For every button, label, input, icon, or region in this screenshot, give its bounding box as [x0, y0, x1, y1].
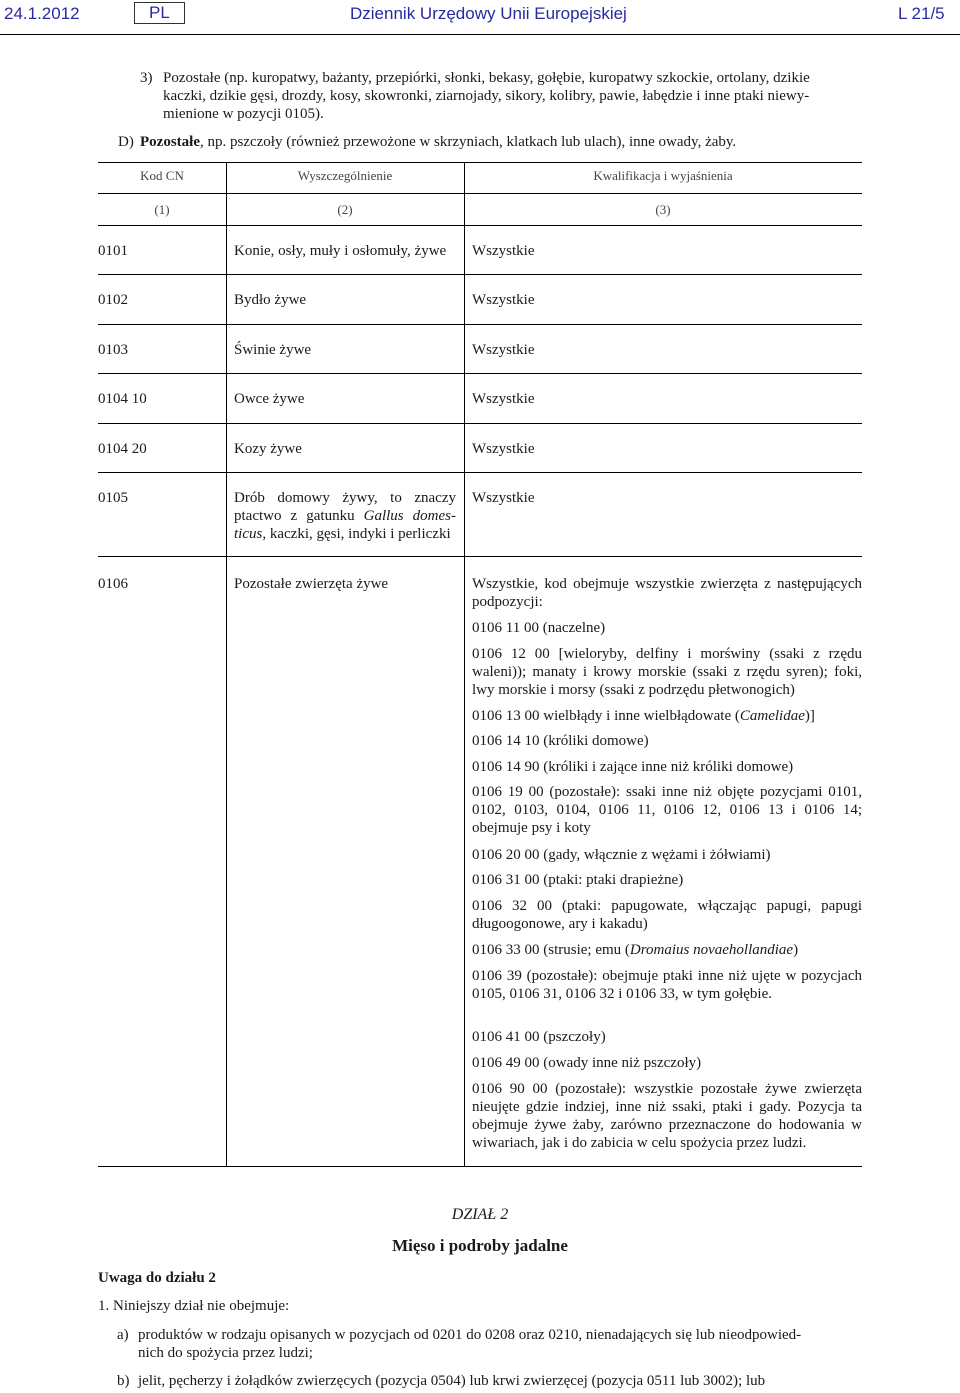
- body-divider-2: [464, 225, 465, 1166]
- col-number-2: (2): [337, 202, 353, 217]
- row-0106-qual-item: 0106 14 90 (króliki i zające inne niż króliki domowe): [472, 759, 794, 775]
- item-d-rest: , np. pszczoły (również przewożone w skrzyniach, klatkach lub ulach), inne owady, żaby.: [199, 134, 737, 150]
- header-bottom-rule: [98, 193, 862, 194]
- row-0103-desc: Świnie żywe: [234, 342, 312, 358]
- note-heading: Uwaga do działu 2: [98, 1270, 216, 1286]
- row-010420-code: 0104 20: [98, 441, 147, 457]
- qual-italic: Camelidae: [739, 708, 805, 724]
- row-0105-desc: [234, 489, 456, 543]
- row-0102-qual: Wszystkie: [472, 292, 535, 308]
- row-0106-qual-item: 0106 31 00 (ptaki: ptaki drapieżne): [472, 872, 684, 888]
- section-label: DZIAŁ 2: [451, 1206, 509, 1223]
- row-0106-qual-item: 0106 41 00 (pszczoły): [472, 1029, 606, 1045]
- row-0105-desc-line-1: Drób domowy żywy, to znaczy: [234, 490, 456, 506]
- row-0106-qual-item: 0106 11 00 (naczelne): [472, 620, 606, 636]
- qual-text: ): [793, 942, 799, 958]
- row-0103-qual: Wszystkie: [472, 342, 535, 358]
- row-0106-qual-item: 0106 90 00 (pozostałe): wszystkie pozostałe żywe zwierzęta nieujęte gdzie indziej, inne niż ssaki, ptaki i gady. Pozycja ta obejmuje żywe żaby, zarówno przeznaczone do hodowania w wiwariach, jak i do zabicia w celu spożycia przez ludzi.: [472, 1081, 862, 1151]
- note-a-number: a): [117, 1327, 129, 1343]
- row-0106-qual-item: 0106 14 10 (króliki domowe): [472, 733, 649, 749]
- row-0105-qual: Wszystkie: [472, 490, 535, 506]
- row-0106-qual-item: 0106 12 00 [wieloryby, delfiny i morświny (ssaki z rzędu waleni)); manaty i krowy morskie (ssaki z rzędu syren); foki, lwy morskie i morsy (ssaki z podrzędu płetwonogich): [472, 646, 862, 698]
- row-0106-qual-item: 0106 49 00 (owady inne niż pszczoły): [472, 1055, 702, 1071]
- row-010420-qual: Wszystkie: [472, 441, 535, 457]
- note-a-line-1: produktów w rodzaju opisanych w pozycjach od 0201 do 0208 oraz 0210, nienadających się lub nieodpowied-: [138, 1327, 802, 1343]
- row-010410-code: 0104 10: [98, 391, 147, 407]
- row-010410-desc: Owce żywe: [234, 391, 305, 407]
- row-0106-qual-item: 0106 32 00 (ptaki: papugowate, włączając papugi, papugi długoogonowe, ary i kakadu): [472, 898, 862, 932]
- row-0101-code: 0101: [98, 243, 128, 259]
- item-d-text: [140, 133, 736, 151]
- row-0106-qual-item: [472, 707, 862, 725]
- item-d-bold: Pozostałe: [140, 134, 200, 150]
- qual-text: )]: [804, 708, 815, 724]
- row-0106-qual-item: [472, 941, 862, 959]
- note-b-number: b): [117, 1373, 130, 1389]
- note-b-line-1: jelit, pęcherzy i żołądków zwierzęcych (pozycja 0504) lub krwi zwierzęcej (pozycja 0511 lub 3002); lub: [138, 1373, 766, 1389]
- row-0106-qual-item: 0106 39 (pozostałe): obejmuje ptaki inne niż ujęte w pozycjach 0105, 0106 31, 0106 32 i 0106 33, w tym gołębie.: [472, 968, 862, 1002]
- row-0105-desc-text-2: , kaczki, gęsi, indyki i perliczki: [262, 526, 451, 542]
- qual-text: 0106 33 00 (strusie; emu (: [472, 942, 630, 958]
- row-0106-code: 0106: [98, 576, 128, 592]
- item-3-line-3: mienione w pozycji 0105).: [163, 106, 324, 122]
- body-divider-1: [226, 225, 227, 1166]
- row-0106-qual-item: 0106 20 00 (gady, włącznie z wężami i żółwiami): [472, 847, 771, 863]
- qual-italic: Dromaius novaehollandiae: [629, 942, 794, 958]
- row-0101-qual: Wszystkie: [472, 243, 535, 259]
- row-010420-desc: Kozy żywe: [234, 441, 302, 457]
- row-0101-desc: Konie, osły, muły i osłomuły, żywe: [234, 243, 447, 259]
- row-0105-desc-italic-2: ticus: [234, 526, 263, 542]
- row-rule: [98, 373, 862, 374]
- row-0106-qual-item: 0106 19 00 (pozostałe): ssaki inne niż objęte pozycjami 0101, 0102, 0103, 0104, 0106 11, 0106 12, 0106 13 i 0106 14; obejmuje psy i koty: [472, 784, 862, 836]
- numrow-bottom-rule: [98, 225, 862, 226]
- col-header-code: Kod CN: [140, 168, 184, 183]
- header-rule: [0, 34, 960, 35]
- item-3-line-2: kaczki, dzikie gęsi, drozdy, kosy, skowronki, ziarnojady, sikory, kolibry, pawie, łabędzie i inne ptaki niewy-: [163, 88, 810, 104]
- table-top-rule: [98, 162, 862, 163]
- row-0105-desc-line-3: [234, 525, 456, 543]
- row-0106-desc: Pozostałe zwierzęta żywe: [234, 576, 389, 592]
- page-number: L 21/5: [898, 4, 945, 23]
- col-number-1: (1): [154, 202, 170, 217]
- row-0106-qual-intro: Wszystkie, kod obejmuje wszystkie zwierzęta z następujących podpozycji:: [472, 576, 862, 610]
- row-rule: [98, 423, 862, 424]
- section-title: Mięso i podroby jadalne: [392, 1236, 568, 1255]
- row-rule: [98, 274, 862, 275]
- publication-date: 24.1.2012: [4, 4, 80, 23]
- item-d-number: D): [118, 134, 134, 150]
- note-1: 1. Niniejszy dział nie obejmuje:: [98, 1298, 290, 1314]
- row-rule: [98, 556, 862, 557]
- col-header-desc: Wyszczególnienie: [297, 168, 393, 183]
- qual-text: 0106 13 00 wielbłądy i inne wielbłądowate (: [472, 708, 740, 724]
- journal-title: Dziennik Urzędowy Unii Europejskiej: [350, 4, 627, 23]
- row-0102-desc: Bydło żywe: [234, 292, 307, 308]
- row-0102-code: 0102: [98, 292, 128, 308]
- col-header-qual: Kwalifikacja i wyjaśnienia: [593, 168, 733, 183]
- table-bottom-rule: [98, 1166, 862, 1167]
- item-3-line-1: Pozostałe (np. kuropatwy, bażanty, przepiórki, słonki, bekasy, gołębie, kuropatwy szkockie, ortolany, dzikie: [163, 70, 810, 86]
- language-badge: PL: [134, 2, 185, 24]
- row-rule: [98, 324, 862, 325]
- row-rule: [98, 472, 862, 473]
- row-0103-code: 0103: [98, 342, 128, 358]
- row-0105-desc-text: ptactwo z gatunku: [234, 508, 364, 524]
- col-number-3: (3): [655, 202, 671, 217]
- note-a-line-2: nich do spożycia przez ludzi;: [138, 1345, 313, 1361]
- row-0105-code: 0105: [98, 490, 128, 506]
- row-010410-qual: Wszystkie: [472, 391, 535, 407]
- row-0105-desc-line-2: [234, 507, 456, 525]
- row-0105-desc-italic: Gallus domes-: [363, 508, 457, 524]
- item-3-number: 3): [140, 70, 153, 86]
